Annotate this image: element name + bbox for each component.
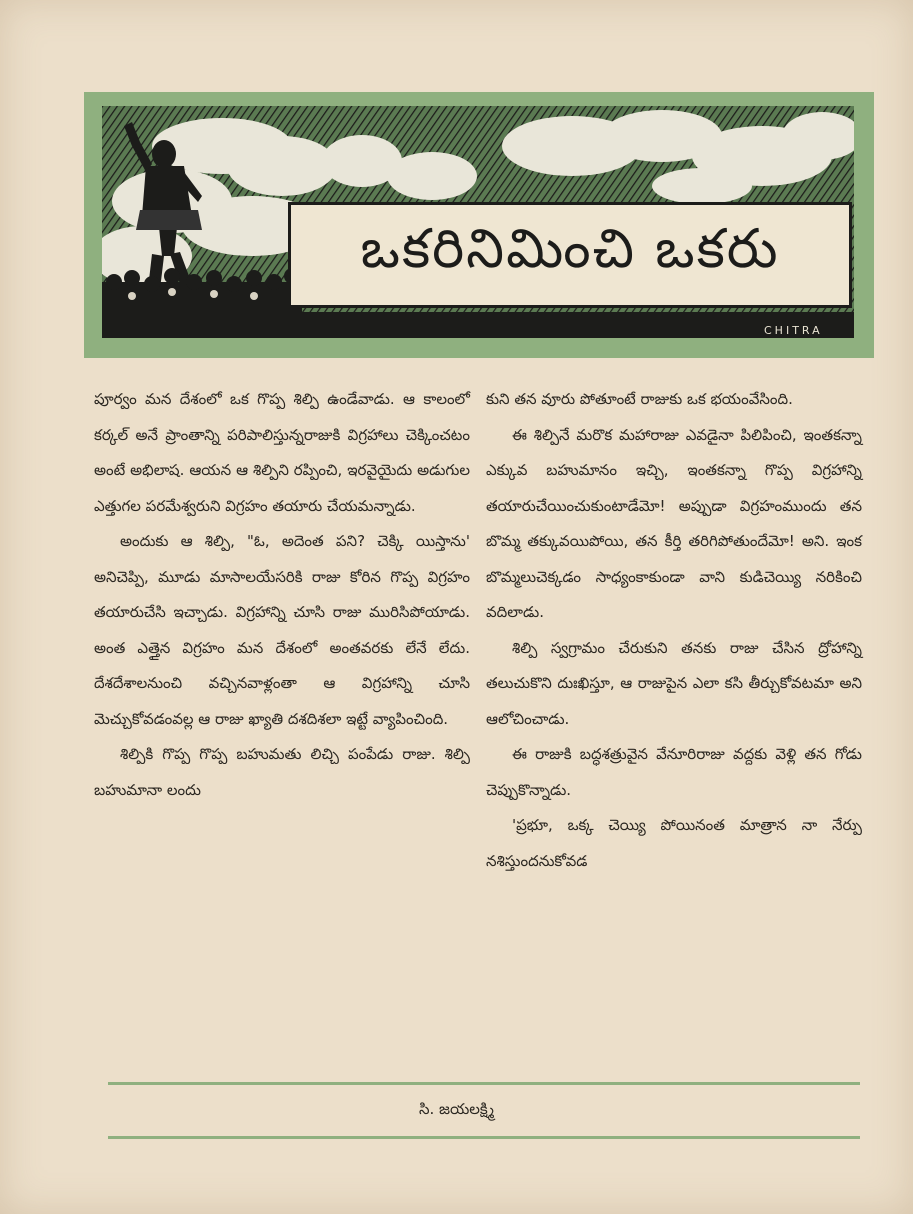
footer-rule-bottom [108,1136,860,1139]
paragraph: ఈ రాజుకి బద్ధశత్రువైన వేనూరిరాజు వద్దకు వెళ్లి తన గోడు చెప్పుకొన్నాడు. [486,745,862,799]
title-box [288,202,852,308]
left-column [94,382,470,808]
paragraph: శిల్పి స్వగ్రామం చేరుకుని తనకు రాజు చేసిన ద్రోహాన్ని తలుచుకొని దుఃఖిస్తూ, ఆ రాజుపైన ఎలా కసి తీర్చుకోవటమా అని ఆలోచించాడు. [486,638,862,728]
paragraph: 'ప్రభూ, ఒక్క చెయ్యి పోయినంత మాత్రాన నా నేర్పు నశిస్తుందనుకోవడ [486,816,862,870]
right-column [486,382,862,879]
paragraph: అందుకు ఆ శిల్పి, "ఓ, అదెంత పని? చెక్కి యిస్తాను' అనిచెప్పి, మూడు మాసాలయేసరికి రాజు కోరిన గొప్ప విగ్రహం తయారుచేసి ఇచ్చాడు. విగ్రహాన్ని చూసి రాజు మురిసిపోయాడు. అంత ఎత్తైన విగ్రహం మన దేశంలో అంతవరకు లేనే లేదు. దేశదేశాలనుంచి వచ్చినవాళ్లంతా ఆ విగ్రహాన్ని చూసి మెచ్చుకోవడంవల్ల ఆ రాజు ఖ్యాతి దశదిశలా ఇట్టే వ్యాపించింది. [94,532,470,728]
paragraph: పూర్వం మన దేశంలో ఒక గొప్ప శిల్పి ఉండేవాడు. ఆ కాలంలో కర్కల్ అనే ప్రాంతాన్ని పరిపాలిస్తున్నరాజుకి విగ్రహాలు చెక్కించటం అంటే అభిలాష. ఆయన ఆ శిల్పిని రప్పించి, ఇరవైయైదు అడుగుల ఎత్తుగల పరమేశ్వరుని విగ్రహం తయారు చేయమన్నాడు. [94,390,470,515]
footer-rule-top [108,1082,860,1085]
author-name: సి. జయలక్ష్మి [418,1100,495,1118]
paragraph: కుని తన వూరు పోతూంటే రాజుకు ఒక భయంవేసింది. [486,390,793,408]
paragraph: ఈ శిల్పినే మరొక మహారాజు ఎవడైనా పిలిపించి, ఇంతకన్నా ఎక్కువ బహుమానం ఇచ్చి, ఇంతకన్నా గొప్ప విగ్రహాన్ని తయారుచేయించుకుంటాడేమో! అప్పుడా విగ్రహంముందు తన బొమ్మ తక్కువయిపోయి, తన కీర్తి తరిగిపోతుందేమో! అని. ఇంక బొమ్మలుచెక్కడం సాధ్యంకాకుండా వాని కుడిచెయ్యి నరికించి వదిలాడు. [486,425,862,621]
illustrator-credit: CHITRA [764,324,823,337]
paragraph: శిల్పికి గొప్ప గొప్ప బహుమతు లిచ్చి పంపేడు రాజు. శిల్పి బహుమానా లందు [94,745,470,799]
story-title: ఒకరినిమించి ఒకరు [360,216,780,280]
header-banner [84,92,874,358]
header-illustration [102,106,854,338]
